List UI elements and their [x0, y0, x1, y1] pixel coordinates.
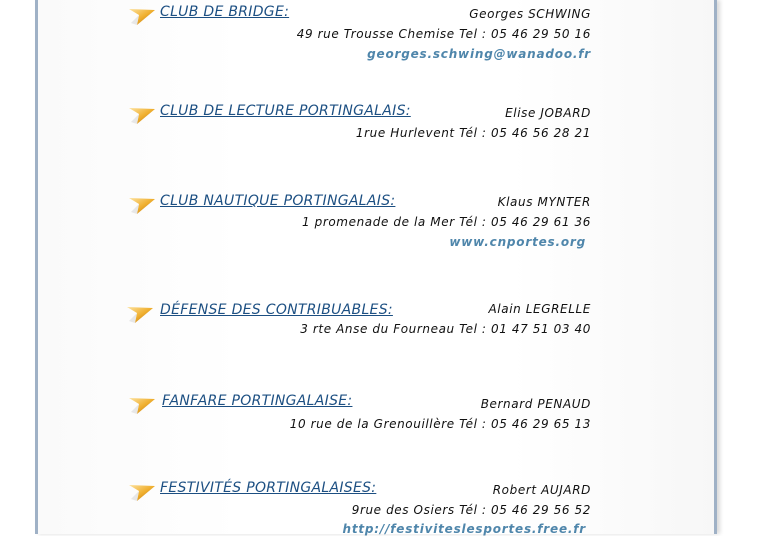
contact-email-link[interactable]: georges.schwing@wanadoo.fr — [367, 47, 591, 61]
contact-address: 49 rue Trousse Chemise Tel : 05 46 29 50 16 — [296, 27, 591, 41]
website-link[interactable]: http://festiviteslesportes.free.fr — [342, 522, 586, 536]
arrow-bullet-icon — [128, 482, 156, 502]
website-link[interactable]: www.cnportes.org — [449, 235, 586, 249]
contact-person: Robert AUJARD — [492, 483, 591, 497]
association-title[interactable]: CLUB DE LECTURE PORTINGALAIS: — [160, 103, 411, 119]
arrow-bullet-icon — [128, 105, 156, 125]
association-title[interactable]: FESTIVITÉS PORTINGALAISES: — [160, 480, 377, 496]
contact-person: Georges SCHWING — [469, 7, 591, 21]
contact-address: 9rue des Osiers Tél : 05 46 29 56 52 — [351, 503, 591, 517]
association-title[interactable]: CLUB NAUTIQUE PORTINGALAIS: — [160, 193, 396, 209]
arrow-bullet-icon — [128, 195, 156, 215]
contact-person: Bernard PENAUD — [480, 397, 591, 411]
contact-address: 1rue Hurlevent Tél : 05 46 56 28 21 — [355, 126, 591, 140]
contact-person: Alain LEGRELLE — [488, 302, 591, 316]
contact-person: Klaus MYNTER — [497, 195, 591, 209]
arrow-bullet-icon — [128, 395, 156, 415]
contact-person: Elise JOBARD — [505, 106, 591, 120]
contact-address: 3 rte Anse du Fourneau Tel : 01 47 51 03 40 — [300, 322, 591, 336]
document-page — [35, 0, 717, 534]
association-title[interactable]: DÉFENSE DES CONTRIBUABLES: — [160, 302, 393, 318]
contact-address: 1 promenade de la Mer Tél : 05 46 29 61 36 — [301, 215, 591, 229]
arrow-bullet-icon — [128, 6, 156, 26]
association-title[interactable]: FANFARE PORTINGALAISE: — [162, 393, 353, 409]
arrow-bullet-icon — [126, 304, 154, 324]
association-title[interactable]: CLUB DE BRIDGE: — [160, 4, 290, 20]
contact-address: 10 rue de la Grenouillère Tél : 05 46 29 65 13 — [289, 417, 591, 431]
